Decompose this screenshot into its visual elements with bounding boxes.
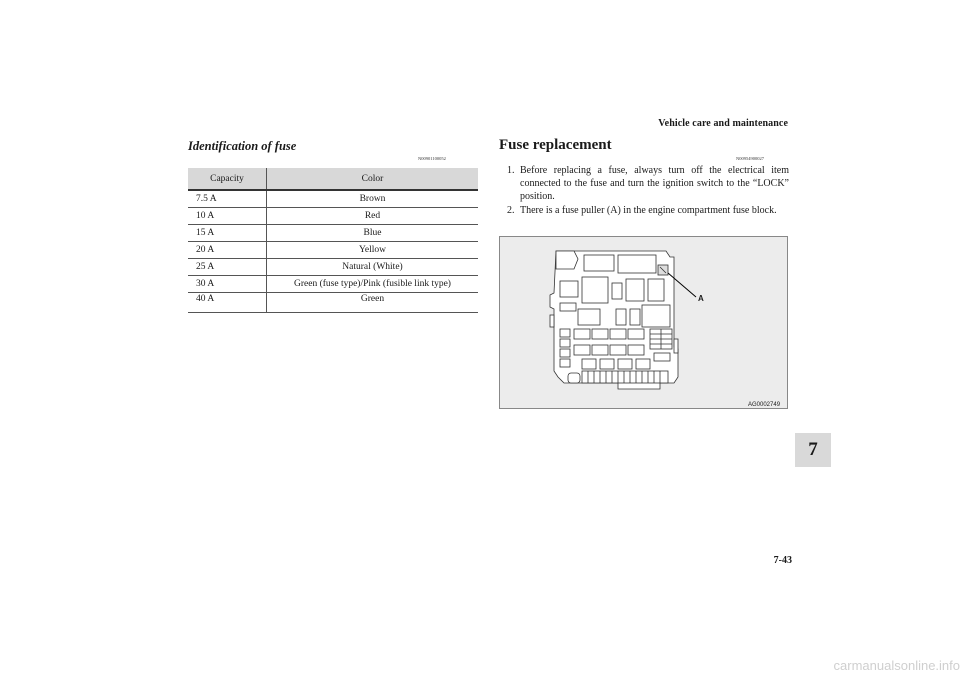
list-item bbox=[507, 204, 789, 217]
cell-capacity: 15 A bbox=[188, 225, 267, 242]
cell-capacity: 20 A bbox=[188, 242, 267, 259]
right-reference-code: N00954900027 bbox=[736, 156, 764, 161]
table-row bbox=[188, 242, 478, 259]
fuse-block-drawing bbox=[500, 237, 787, 408]
table-row bbox=[188, 225, 478, 242]
cell-capacity: 10 A bbox=[188, 208, 267, 225]
cell-capacity: 40 A bbox=[188, 293, 267, 313]
cell-color: Yellow bbox=[267, 242, 479, 259]
table-header-capacity: Capacity bbox=[188, 168, 267, 190]
cell-capacity: 25 A bbox=[188, 259, 267, 276]
left-reference-code: N00901100052 bbox=[418, 156, 446, 161]
step-number: 1. bbox=[507, 165, 515, 176]
fuse-block-illustration bbox=[499, 236, 788, 409]
fuse-identification-title: Identification of fuse bbox=[188, 139, 297, 153]
watermark-logo: carmanualsonline.info bbox=[833, 658, 960, 673]
cell-color: Blue bbox=[267, 225, 479, 242]
step-text: There is a fuse puller (A) in the engine compartment fuse block. bbox=[520, 205, 777, 216]
fuse-puller-label: A bbox=[698, 294, 704, 303]
table-row bbox=[188, 276, 478, 293]
cell-color: Brown bbox=[267, 190, 479, 208]
cell-color: Natural (White) bbox=[267, 259, 479, 276]
fuse-color-table bbox=[188, 168, 478, 313]
table-row bbox=[188, 259, 478, 276]
table-header-row bbox=[188, 168, 478, 190]
chapter-tab: 7 bbox=[795, 433, 831, 467]
table-row bbox=[188, 190, 478, 208]
cell-capacity: 7.5 A bbox=[188, 190, 267, 208]
cell-capacity: 30 A bbox=[188, 276, 267, 293]
list-item bbox=[507, 164, 789, 203]
fuse-replacement-title: Fuse replacement bbox=[499, 137, 612, 153]
section-header: Vehicle care and maintenance bbox=[658, 118, 788, 129]
table-row bbox=[188, 208, 478, 225]
page-number: 7-43 bbox=[773, 555, 792, 566]
figure-code: AG0002749 bbox=[748, 402, 781, 408]
replacement-steps bbox=[507, 164, 789, 218]
table-header-color: Color bbox=[267, 168, 479, 190]
step-number: 2. bbox=[507, 205, 515, 216]
cell-color: Green (fuse type)/Pink (fusible link type) bbox=[267, 276, 479, 293]
cell-color: Green bbox=[267, 293, 479, 313]
cell-color: Red bbox=[267, 208, 479, 225]
step-text: Before replacing a fuse, always turn off the electrical item connected to the fuse and turn the ignition switch to the “LOCK” position. bbox=[520, 165, 789, 202]
table-row bbox=[188, 293, 478, 313]
